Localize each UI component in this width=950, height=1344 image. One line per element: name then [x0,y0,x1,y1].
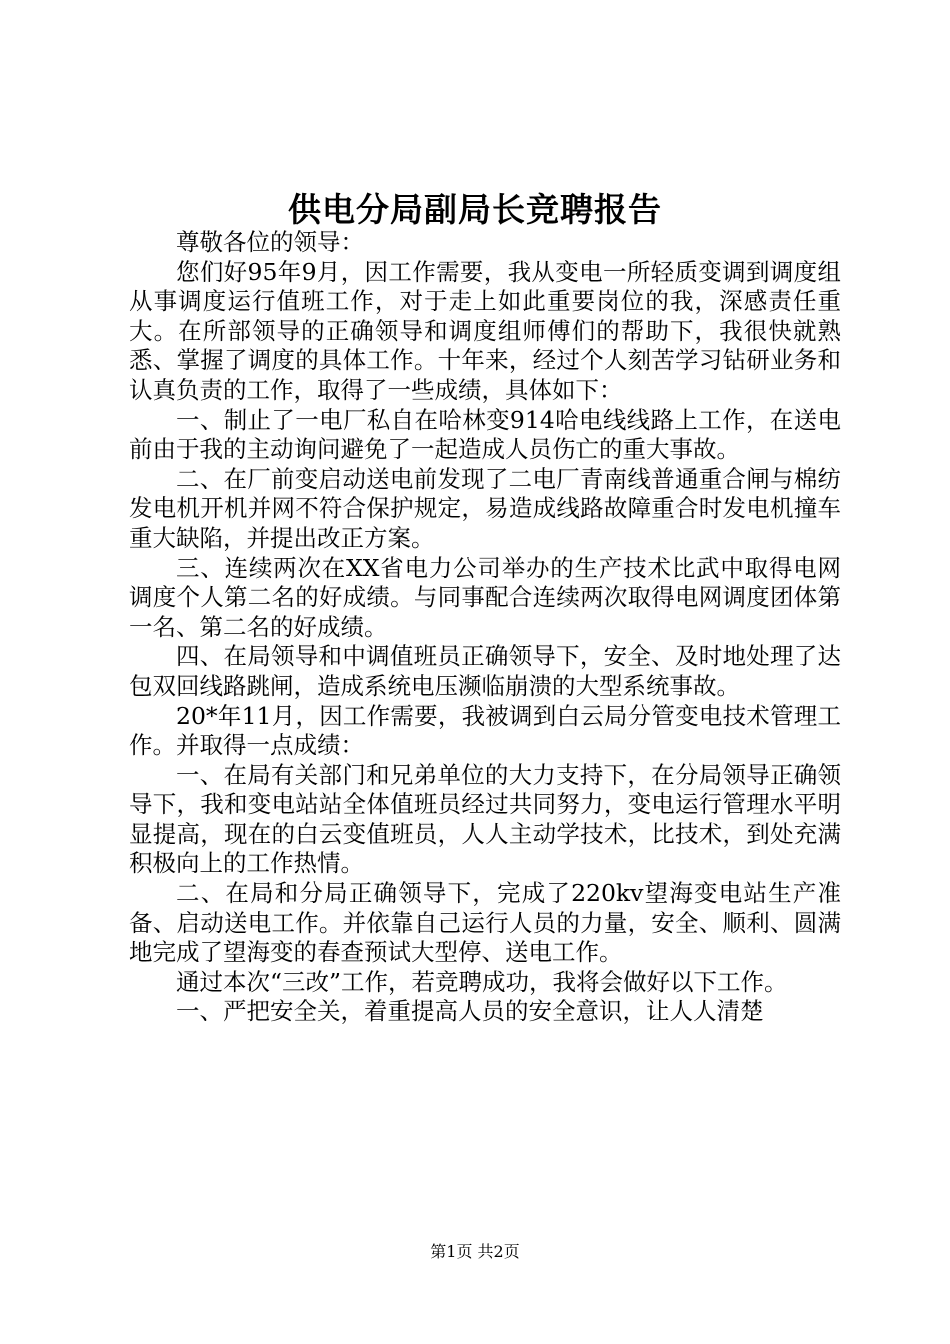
paragraph: 一、严把安全关，着重提高人员的安全意识，让人人清楚 [176,997,764,1026]
paragraph: 20*年11月，因工作需要，我被调到白云局分管变电技术管理工作。并取得一点成绩： [129,701,841,760]
paragraph: 一、在局有关部门和兄弟单位的大力支持下，在分局领导正确领导下，我和变电站站全体值班员经过共同努力，变电运行管理水平明显提高，现在的白云变值班员，人人主动学技术，比技术，到处充满积极向上的工作热情。 [129,760,841,878]
paragraph: 尊敬各位的领导： [176,228,364,256]
paragraph: 三、连续两次在XX省电力公司举办的生产技术比武中取得电网调度个人第二名的好成绩。与同事配合连续两次取得电网调度团体第一名、第二名的好成绩。 [129,553,841,641]
paragraph: 四、在局领导和中调值班员正确领导下，安全、及时地处理了达包双回线路跳闸，造成系统电压濒临崩溃的大型系统事故。 [129,642,841,700]
paragraph: 二、在厂前变启动送电前发现了二电厂青南线普通重合闸与棉纺发电机开机并网不符合保护规定，易造成线路故障重合时发电机撞车重大缺陷，并提出改正方案。 [129,464,841,552]
page-number-footer: 第1页 共2页 [430,1242,520,1261]
document-body [129,228,841,1027]
paragraph: 通过本次“三改”工作，若竞聘成功，我将会做好以下工作。 [176,967,788,996]
paragraph: 一、制止了一电厂私自在哈林变914哈电线线路上工作，在送电前由于我的主动询问避免了一起造成人员伤亡的重大事故。 [129,405,841,464]
paragraph: 您们好95年9月，因工作需要，我从变电一所轻质变调到调度组从事调度运行值班工作，对于走上如此重要岗位的我，深感责任重大。在所部领导的正确领导和调度组师傅们的帮助下，我很快就熟悉、掌握了调度的具体工作。十年来，经过个人刻苦学习钻研业务和认真负责的工作，取得了一些成绩，具体如下： [129,257,841,404]
document-title: 供电分局副局长竞聘报告 [288,190,662,229]
paragraph: 二、在局和分局正确领导下，完成了220kv望海变电站生产准备、启动送电工作。并依靠自己运行人员的力量，安全、顺利、圆满地完成了望海变的春查预试大型停、送电工作。 [129,879,841,967]
